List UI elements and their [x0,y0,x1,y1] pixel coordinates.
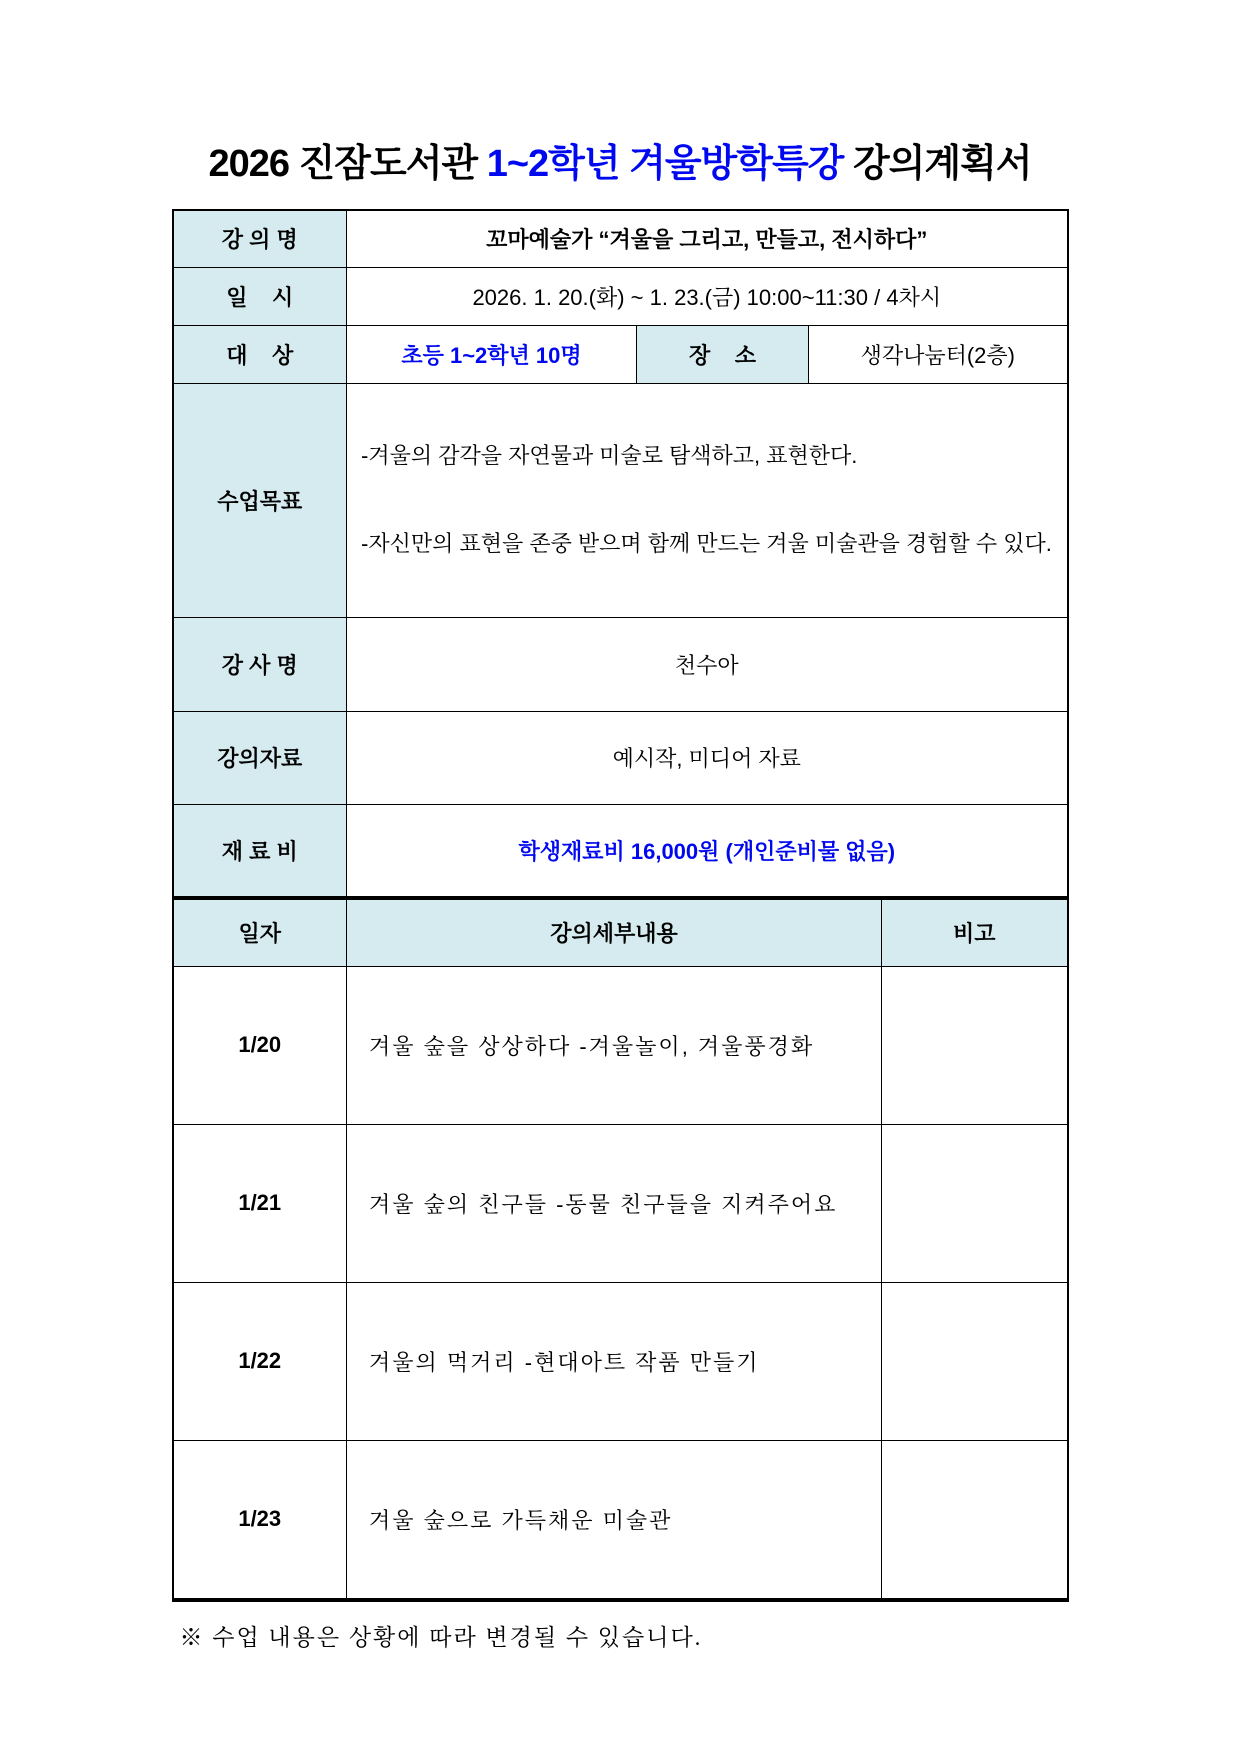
schedule-date: 1/23 [174,1440,347,1598]
goal-value [347,384,1067,618]
schedule-content: 겨울 숲으로 가득채운 미술관 [347,1440,882,1598]
materials-label: 강의자료 [174,711,347,804]
schedule-date-header: 일자 [174,898,347,966]
row-target-place [174,326,1067,384]
schedule-content: 겨울 숲의 친구들 -동물 친구들을 지켜주어요 [347,1124,882,1282]
course-info-table [174,211,1067,897]
materials-value: 예시작, 미디어 자료 [347,711,1067,804]
footnote: ※ 수업 내용은 상황에 따라 변경될 수 있습니다. [179,1625,703,1651]
schedule-note-header: 비고 [882,898,1067,966]
schedule-table [174,897,1067,1599]
target-value: 초등 1~2학년 10명 [347,326,637,384]
schedule-note [882,1282,1067,1440]
schedule-content-header: 강의세부내용 [347,898,882,966]
course-name-label: 강 의 명 [174,211,347,268]
row-datetime [174,268,1067,326]
page-title [174,142,1067,188]
row-goal [174,384,1067,618]
schedule-date: 1/20 [174,966,347,1124]
schedule-content: 겨울의 먹거리 -현대아트 작품 만들기 [347,1282,882,1440]
schedule-row-3 [174,1282,1067,1440]
schedule-date: 1/21 [174,1124,347,1282]
target-label: 대 상 [174,326,347,384]
schedule-date: 1/22 [174,1282,347,1440]
course-name-value: 꼬마예술가 “겨울을 그리고, 만들고, 전시하다” [347,211,1067,268]
row-instructor [174,617,1067,711]
goal-label: 수업목표 [174,384,347,618]
place-label: 장 소 [637,326,809,384]
schedule-header-row [174,898,1067,966]
fee-label: 재 료 비 [174,804,347,896]
datetime-value: 2026. 1. 20.(화) ~ 1. 23.(금) 10:00~11:30 / 4차시 [347,268,1067,326]
place-value: 생각나눔터(2층) [809,326,1067,384]
title-highlight: 1~2학년 겨울방학특강 [486,143,844,185]
schedule-row-4 [174,1440,1067,1598]
schedule-content: 겨울 숲을 상상하다 -겨울놀이, 겨울풍경화 [347,966,882,1124]
schedule-note [882,966,1067,1124]
schedule-note [882,1124,1067,1282]
schedule-note [882,1440,1067,1598]
row-fee [174,804,1067,896]
row-materials [174,711,1067,804]
course-plan-table [172,209,1069,1603]
goal-line-2: -자신만의 표현을 존중 받으며 함께 만드는 겨울 미술관을 경험할 수 있다. [361,531,1052,557]
schedule-row-1 [174,966,1067,1124]
datetime-label: 일 시 [174,268,347,326]
fee-value: 학생재료비 16,000원 (개인준비물 없음) [347,804,1067,896]
schedule-row-2 [174,1124,1067,1282]
title-suffix: 강의계획서 [843,143,1032,185]
instructor-label: 강 사 명 [174,617,347,711]
instructor-value: 천수아 [347,617,1067,711]
row-course-name [174,211,1067,268]
goal-line-1: -겨울의 감각을 자연물과 미술로 탐색하고, 표현한다. [361,443,858,469]
title-prefix: 2026 진잠도서관 [208,143,487,185]
